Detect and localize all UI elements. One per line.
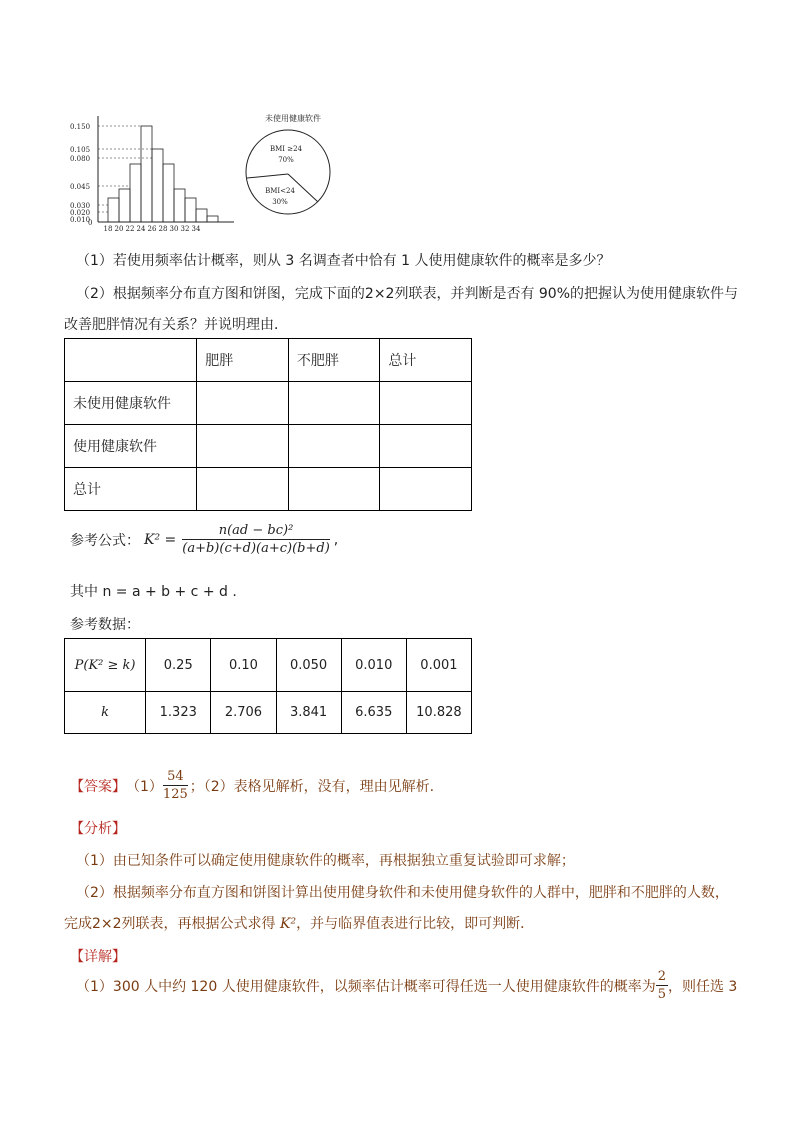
pie-label-bmi-low: BMI<24 <box>265 187 295 195</box>
analysis-tag: 【分析】 <box>70 821 126 837</box>
question-2-line2: 改善肥胖情况有关系？并说明理由． <box>64 317 288 333</box>
detail-tag: 【详解】 <box>70 949 126 965</box>
y-tick: 0.150 <box>70 123 91 131</box>
pie-label-bmi-high: BMI ≥24 <box>269 145 303 153</box>
table-cell <box>197 382 289 425</box>
formula-denominator: (a+b)(c+d)(a+c)(b+d) <box>182 541 330 556</box>
analysis-1: （1）由已知条件可以确定使用健康软件的概率，再根据独立重复试验即可求解； <box>76 853 575 869</box>
answer-line <box>70 770 434 801</box>
frequency-histogram <box>68 112 238 234</box>
pie-title: 未使用健康软件 <box>265 114 321 123</box>
y-tick: 0.080 <box>70 155 91 163</box>
pie-pct-bmi-low: 30% <box>272 198 288 206</box>
reference-formula <box>70 524 338 555</box>
question-2-line1: （2）根据频率分布直方图和饼图，完成下面的2×2列联表，并判断是否有 90%的把握认为使用健康软件与 <box>76 286 739 302</box>
table-cell <box>288 382 380 425</box>
x-tick: 20 <box>114 225 124 233</box>
analysis-2-text-a: 完成2×2列联表，再根据公式求得 <box>64 916 280 932</box>
table-cell <box>197 425 289 468</box>
contingency-table <box>64 338 472 511</box>
y-tick: 0 <box>88 219 93 227</box>
table-cell <box>288 425 380 468</box>
table-cell: 1.323 <box>146 692 211 734</box>
formula-label: 参考公式： <box>70 532 140 549</box>
y-tick: 0.045 <box>70 183 91 191</box>
table-row-label: k <box>65 692 146 734</box>
table-cell: 0.10 <box>211 639 276 692</box>
answer-part1: （1） <box>126 778 163 795</box>
table-header-cell <box>65 339 197 382</box>
detail-frac-den: 5 <box>657 987 666 1002</box>
x-tick: 32 <box>180 225 190 233</box>
table-cell: 0.001 <box>406 639 471 692</box>
table-cell <box>380 425 472 468</box>
x-tick: 28 <box>158 225 168 233</box>
formula-where: 其中 n = a + b + c + d . <box>70 584 237 600</box>
y-tick: 0.105 <box>70 146 91 154</box>
analysis-2-line1: （2）根据频率分布直方图和饼图计算出使用健身软件和未使用健身软件的人群中，肥胖和不肥胖的人数， <box>76 885 729 901</box>
question-1: （1）若使用频率估计概率，则从 3 名调查者中恰有 1 人使用健康软件的概率是多少？ <box>76 253 611 269</box>
formula-lhs: K² = <box>144 531 177 548</box>
detail-1-text-a: （1）300 人中约 120 人使用健康软件，以频率估计概率可得任选一人使用健康软件的概率为 <box>76 978 656 995</box>
table-cell: 0.050 <box>276 639 341 692</box>
table-row-label: 使用健康软件 <box>65 425 197 468</box>
answer-tag: 【答案】 <box>70 778 126 795</box>
y-tick: 0.030 <box>70 202 91 210</box>
detail-1 <box>76 970 737 1001</box>
x-tick: 24 <box>136 225 146 233</box>
table-header-cell: 不肥胖 <box>288 339 380 382</box>
answer-frac-den: 125 <box>162 787 188 802</box>
table-cell <box>380 382 472 425</box>
analysis-2-k: K² <box>280 916 297 932</box>
reference-data-label: 参考数据： <box>70 617 140 633</box>
table-cell <box>197 468 289 511</box>
y-tick: 0.020 <box>70 209 91 217</box>
table-cell <box>288 468 380 511</box>
table-cell: 2.706 <box>211 692 276 734</box>
table-cell: 3.841 <box>276 692 341 734</box>
table-cell: 6.635 <box>341 692 406 734</box>
table-cell: 10.828 <box>406 692 471 734</box>
table-cell: 0.25 <box>146 639 211 692</box>
table-row-label: 未使用健康软件 <box>65 382 197 425</box>
answer-rest: ；（2）表格见解析，没有，理由见解析. <box>189 778 435 795</box>
table-row-label: 总计 <box>65 468 197 511</box>
x-tick: 22 <box>125 225 135 233</box>
answer-frac-num: 54 <box>163 770 188 786</box>
formula-numerator: n(ad − bc)² <box>182 524 330 540</box>
pie-chart <box>238 110 348 216</box>
detail-frac-num: 2 <box>657 969 666 984</box>
formula-trail: , <box>333 531 339 548</box>
table-cell <box>380 468 472 511</box>
table-header-cell: 总计 <box>380 339 472 382</box>
y-tick: 0.010 <box>70 216 91 224</box>
detail-1-text-b: ，则任选 3 <box>667 978 738 995</box>
x-tick: 26 <box>147 225 157 233</box>
pie-pct-bmi-high: 70% <box>278 156 294 164</box>
x-tick: 34 <box>191 225 201 233</box>
analysis-2-text-b: ，并与临界值表进行比较，即可判断． <box>296 916 535 932</box>
table-row-label: P(K² ≥ k) <box>65 639 146 692</box>
x-tick: 18 <box>103 225 113 233</box>
table-header-cell: 肥胖 <box>197 339 289 382</box>
table-cell: 0.010 <box>341 639 406 692</box>
critical-value-table <box>64 638 472 734</box>
analysis-2-line2 <box>64 913 534 933</box>
x-tick: 30 <box>169 225 179 233</box>
